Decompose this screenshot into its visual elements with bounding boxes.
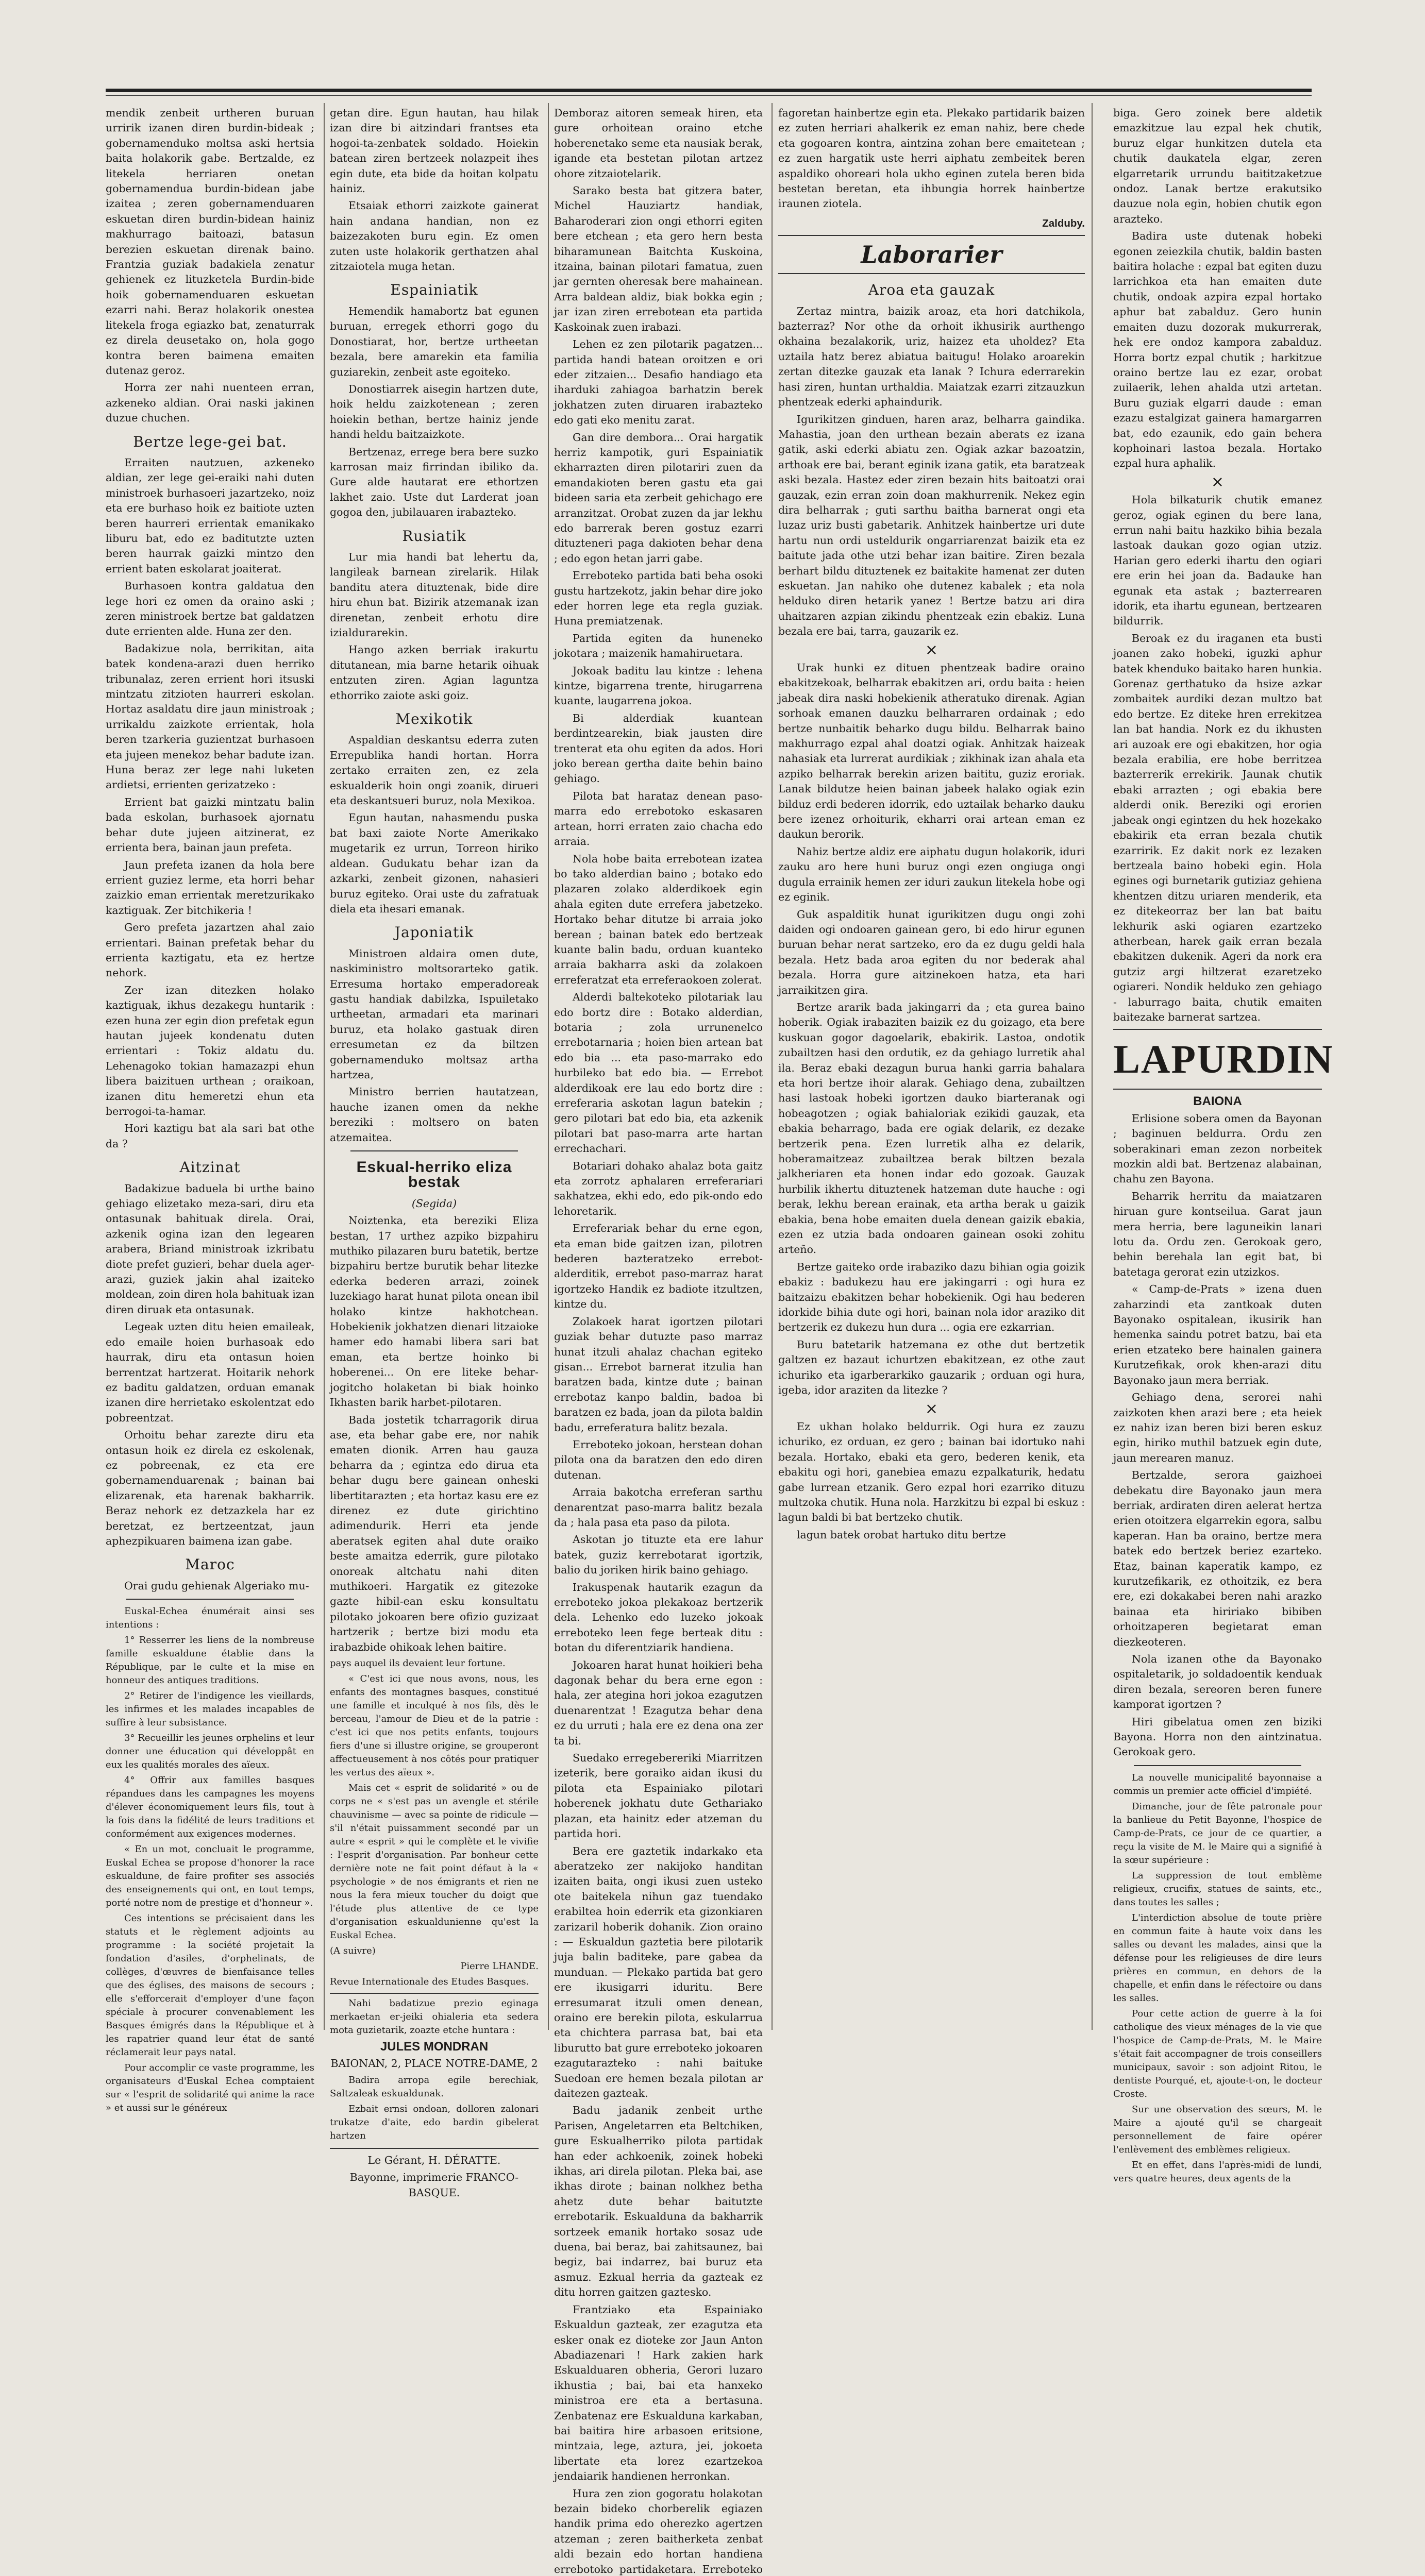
paragraph: Partida egiten da huneneko jokotara ; maizenik hamahiruetara. [554,632,763,660]
paragraph: Bi alderdiak kuantean berdintzearekin, biak jausten dire trenterat eta ohu egiten da ados. Hori joko berean gertha daite behin baino gehiago. [554,711,763,785]
paragraph: Nola hobe baita errebotean izatea bo tako alderdian baino ; botako edo plazaren zolako alderdikoek egin ahala egiten dute errefera jabetzeko. Hortako behar ditutze bi arraia joko berean ; bainan batek edo bertzeak kuante balin badu, orduan kuanteko arraia bakharra aski da zolakoen erreferatzat eta erreferaokoen zolerat. [554,852,763,986]
section-heading: BAIONA [1193,1094,1242,1109]
paragraph: Pour cette action de guerre à la foi catholique des vieux ménages de la vie que l'hospice de Camp-de-Prats, M. le Maire s'était fait accompagner de trois conseillers municipaux, savoir : son adjoint Ritou, le dentiste Pourqué, et, ajoute-t-on, le docteur Croste. [1113,2008,1322,2099]
section-heading: Aitzinat [179,1159,241,1176]
section-heading: Japoniatik [394,924,474,941]
paragraph: Sarako besta bat gitzera bater, Michel Hauziartz handiak, Baharoderari zion ongi ethorri egiten bere etchean ; eta gero hern besta biharamunean Baitchta Kuskoina, itzaina, bainan pilotari famatua, zuen jar gernten oheresak bere mahainean. Arra baldean aldiz, biak bokka egin ; jar izan ziren errebotean eta partida Kaskoinak zuen irabazi. [554,184,763,333]
paragraph: Erreboteko partida bati beha osoki gustu hartzekotz, jakin behar dire joko eder horren lege eta regla guziak. Huna premiatzenak. [554,569,763,628]
paragraph: « En un mot, concluait le programme, Euskal Echea se propose d'honorer la race eskualdune, de faire profiter ses associés des enseignements qui ont, en tout temps, porté notre nom de prestige et d'honneur ». [106,1844,314,1909]
paragraph: Hura zen zion gogoratu holakotan bezain bideko chorberelik egiazen handik prima edo oherezko agertzen atzeman ; zeren baitherketa zenbat aldi bezain edo hortan handiena errebotoko partidaketara. Erreboteko [554,2487,763,2575]
paragraph: Etsaiak ethorri zaizkote gainerat hain andana handian, non ez baizezakoten buru egin. Ez omen zuten uste holakorik gerthatzen ahal zitzaiotela muga hetan. [330,199,539,273]
section-heading: Maroc [185,1556,235,1573]
section-heading: Bertze lege-gei bat. [133,433,287,450]
column-2 [330,106,539,2199]
to-be-continued: (A suivre) [330,1945,376,1956]
paragraph: Lur mia handi bat lehertu da, langileak barnean zirelarik. Hilak banditu atera dituztenak, bide dire hiru ehun bat. Bizirik atzemanak izan direnetan, zenbeit erhotu dire izialdurarekin. [330,550,539,639]
paragraph: Ces intentions se précisaient dans les statuts et le règlement adjoints au programme : la société projetait la fondation d'asiles, d'orphelinats, de collèges, d'œuvres de bienfaisance telles que des églises, des maisons de secours ; elle s'efforcerait d'employer d'une façon spéciale à procurer convenablement les Basques émigrés dans la République et à les rapatrier quand leur état de santé réclamerait leur pays natal. [106,1913,314,2058]
paragraph: Buru batetarik hatzemana ez othe dut bertzetik galtzen ez bazaut ichurtzen ebakitzean, ez othe zaut ichuriko eta igarberarkiko gauzarik ; orduan ogi hura, igeba, idor araziten da litezke ? [778,1338,1085,1397]
ad-text: Badira arropa egile berechiak, Saltzaleak eskualdunak. [330,2074,539,2099]
paragraph: Hemendik hamabortz bat egunen buruan, erregek ethorri gogo du Donostiarat, hor, bertze urtheetan bezala, bere amarekin eta familia guziarekin, zenbeit aste egoiteko. [330,304,539,378]
paragraph: pays auquel ils devaient leur fortune. [330,1658,506,1669]
paragraph: Jokoak baditu lau kintze : lehena kintze, bigarrena trente, hirugarrena kuante, laugarrena jokoa. [554,664,763,707]
paragraph: 4° Offrir aux familles basques répandues dans les campagnes les moyens d'élever économiquement leurs fils, tout à la fois dans la fidélité de leurs traditions et conformément aux exigences modernes. [106,1775,314,1840]
paragraph: Bertze ararik bada jakingarri da ; eta gurea baino hoberik. Ogiak irabaziten baizik ez du goizago, eta bere kuskuan gogor dagoelarik, ebakirik. Lastoa, ondotik zubailtzen hasi den ordutik, ez da gehiago lurretik ahal ila. Beraz ebaki dezagun burua hanki garria bahalara eta hori bertze ihoir alarak. Gehiago dena, zubailtzen hasi lastoak hobeki igortzen dauko biarteranak ogi hobeagotzen ; ogiak bahialoriak ezikidi gauzak, eta ebakia beharrago, bada ere ogiak delarik, ez dezake bertzerik pena. Ezen lurretik alha ez delarik, hoberamaitzeaz zubailtzea berak biltzen bezala jalkheriaren eta honen indar edo gozoak. Gauzak hurbilik ikhertu dituztenek hatzeman dute hauche : ogi berak, lekhu berean erainak, eta artha berak u gaizik ebakia, bena hobe emaiten duela denean gaizik ebakia, ezen ez utzia bada ondoaren gainean osoki zohitu arteño. [778,1001,1085,1256]
paragraph: Askotan jo tituzte eta ere lahur batek, guziz kerrebotarat igortzik, balio du joriken hirik baino gehiago. [554,1533,763,1577]
section-heading: Aroa eta gauzak [868,281,995,299]
column-separator [1092,103,1093,2030]
paragraph: Gero prefeta jazartzen ahal zaio errientari. Bainan prefetak behar du errienta kaztigatu, eta ez hertze nehork. [106,921,314,979]
paragraph: Hola bilkaturik chutik emanez geroz, ogiak eginen du bere lana, errun nahi baitu hazkiko bihia bezala lastoak daukan gozo ogian utziz. Harian gero ederki ihartu den ogiari ere erin hei joan da. Badauke han egunak eta astak ; bazterrearen idorik, eta ihartu egunean, bertzearen bildurrik. [1113,494,1322,628]
paragraph: Orhoitu behar zarezte diru eta ontasun hoik ez direla ez eskolenak, ez pobreenak, ez eta ere gobernamenduarenak ; bainan bai elizarenak, eta harenak bakharrik. Beraz nehork ez detzazkela har ez beretzat, ez bertzeentzat, jaun aphezpikuaren baimena izan gabe. [106,1429,314,1547]
section-title-box [1113,1029,1334,1090]
paragraph: Zolakoek harat igortzen pilotari guziak behar dutuzte paso marraz hunat itzuli ahalaz chachan egiteko gisan... Errebot barnerat itzulia han baratzen bada, kintze dute ; bainan errebotaz kanpo baldin, badoa bi baratzen ez bada, joan da pilota baldin badu, erreferatura balitz bezala. [554,1315,763,1434]
ad-text: Ezbait ernsi ondoan, dolloren zalonari trukatze d'aite, edo bardin gibelerat hartzen [330,2103,539,2141]
column-separator [548,103,549,2030]
paragraph: Alderdi baltekoteko pilotariak lau edo bortz dire : Botako alderdian, botaria ; zola urrunenelco errebotarnaria ; hoien bien artean bat edo bia ... eta paso-marrako edo hurbileko bat edo bia. — Errebot alderdikoak ere lau edo bortz dire : erreferaria askotan lagun batekin ; gero pilotari bat edo bia, eta azkenik pilotari bat paso-marra arte hartan errechachari. [554,991,763,1155]
paragraph: Botariari dohako ahalaz bota gaitz eta zorrotz aphalaren erreferariari sakhatzea, ekhi edo, edo pik-ondo edo lehoretarik. [554,1159,763,1217]
paragraph: Erreferariak behar du erne egon, eta eman bide gaitzen izan, pilotren bederen bazteratzeko errebot-alderditik, errebot paso-marraz harat igortzeko Handik ez badiote itzultzen, kintze du. [554,1222,763,1311]
paragraph: Pour accomplir ce vaste programme, les organisateurs d'Euskal Echea comptaient sur « l'esprit de solidarité qui anime la race » et aussi sur le généreux [106,2062,314,2114]
paragraph: Gehiago dena, serorei nahi zaizkoten khen arazi bere ; eta heiek ez nahiz izan beren bizi beren eskuz egin, hiriko muthil batzuek egin dute, jaun merearen manuz. [1113,1391,1322,1464]
separator-mark: × [925,1399,938,1418]
paragraph: Nola izanen othe da Bayonako ospitaletarik, jo soldadoentik kenduak diren bezala, sereoren beren funere kamporat igortzen ? [1113,1653,1322,1711]
paragraph: Nahiz bertze aldiz ere aiphatu dugun holakorik, iduri zauku aro here huni buruz ongi ezen ongiuga ongi dugula errainik hemen zer iduri zaukun litekela hobe ogi ez eginik. [778,845,1085,904]
paragraph: fagoretan hainbertze egin eta. Plekako partidarik baizen ez zuten herriari ahalkerik ez eman nahiz, bere chede eta gogoaren kontra, aintzina zohan bere emaitetean ; ez zuen hargatik uste herri aiphatu zembeitek beren aspaldiko ohoreari hola ukho eginen zutela beren bida bestetan beretan, eta ihbungia horrek hainbertze iraunen ziotela. [778,107,1085,210]
paragraph: La suppression de tout emblème religieux, crucifix, statues de saints, etc., dans toutes les salles ; [1113,1870,1322,1908]
paragraph: Hiri gibelatua omen zen biziki Bayona. Horra non den aintzinatua. Gerokoak gero. [1113,1715,1322,1758]
paragraph: Erreboteko jokoan, herstean dohan pilota ona da baratzen den edo diren dutenan. [554,1438,763,1481]
header-rule [106,89,1312,92]
paragraph: Badu jadanik zenbeit urthe Parisen, Angeletarren eta Beltchiken, gure Eskualherriko pilota partidak han eder achkoenik, zoinek hobeki ikhas, ari direla pilotan. Pleka bai, ase ikhas dirote ; bainan nolkhez betha ahetz dute behar baitutzte errebotarik. Eskualduna da bakharrik sortzeek emanik hortako sosaz ude duena, bai beraz, bai zahitsaunez, bai begiz, bai indarrez, bai buruz eta asmuz. Ezkual herria da gazteak ez ditu horren gaitzen gaztesko. [554,2104,763,2299]
paragraph: Ministro berrien hautatzean, hauche izanen omen da nekhe bereziki : moltsero on baten atzemaitea. [330,1086,539,1144]
paragraph: Jokoaren harat hunat hoikieri beha dagonak behar du bera erne egon : hala, zer ategina hori jokoa ezagutzen duenarentzat ! Ezagutza behar dena ez du urruti ; hala ere ez dena ona zer ta bi. [554,1658,763,1747]
paragraph: Bertze gaiteko orde irabaziko dazu bihian ogia goizik ebakiz : badukezu hau ere jakingarri : ogi hura ez baitzaizu ebakitzen behar hobekienik. Ogi hau bederen idorkide bihia dute ogi hori, bainan nola idor araziko dit bertzerik ez dukezu hun dura ... ogia ere ezkarrian. [778,1260,1085,1334]
paragraph: Bertzalde, serora gaizhoei debekatu dire Bayonako jaun mera berriak, ardiraten diren aelerat hertza erien otoitzera elgarrekin egora, salbu kaperan. Han ba oraino, bertze mera batek edo bertzek beriez ezarteko. Etaz, bainan kaperatik kampo, ez kurutzefikarik, ez othoitzik, ez bera ere, ezi dokakabei beren nahi arazko bainaa eta hiririako bibiben orhoitzaperen begietarat eman diezkeoteren. [1113,1469,1322,1648]
paragraph: Arraia bakotcha erreferan sarthu denarentzat paso-marra balitz bezala da ; hala pasa eta paso da pilota. [554,1486,763,1529]
paragraph: Egun hautan, nahasmendu puska bat baxi zaiote Norte Amerikako mugetarik ez urrun, Torreon hiriko aldean. Gudukatu behar izan da azkarki, zenbeit gizonen, nahasieri buruz egiteko. Orai uste du zafratuak diela eta ihesari emanak. [330,811,539,915]
paragraph: Jaun prefeta izanen da hola bere errient guziez lerme, eta horri behar zaizkio eman errientak meretzurikako kaztiguak. Zer bitchikeria ! [106,858,314,917]
paragraph: Hango azken berriak irakurtu ditutanean, mia barne hetarik oihuak entzuten ziren. Agian laguntza ethorriko zaiote aski goiz. [330,643,539,702]
paragraph: getan dire. Egun hautan, hau hilak izan dire bi aitzindari frantses eta hogoi-ta-zenbatek soldado. Hoiekin batean ziren bertzeek nolazpeit ihes egin dute, eta bide da hoitan kolpatu hainiz. [330,107,539,195]
separator-mark: × [1211,472,1225,491]
paragraph: Frantziako eta Espainiako Eskualdun gazteak, zer ezagutza eta esker onak ez dioteke zor Jaun Anton Abadiazenari ! Hark zakien hark Eskualduaren obheria, Gerori luzaro ikhustia ; bai, bai eta hanxeko ministroa ere eta a bertasuna. Zenbatenaz ere Eskualduna karkaban, bai baitira hire arbasoen eritsione, mintzaia, lege, aztura, jei, jokoeta libertate eta lorez ezartzekoa jendaiarik handienen herronkan. [554,2303,763,2483]
divider [350,1150,518,1151]
paragraph: Irakuspenak hautarik ezagun da erreboteko jokoa plekakoaz bertzerik dela. Lehenko edo luzeko jokoak erreboteko leen fege berteak ditu : botan du diferentziarik handiena. [554,1581,763,1654]
paragraph: Erraiten nautzuen, azkeneko aldian, zer lege gei-eraiki nahi duten ministroek burhasoeri jazartzeko, noiz eta ere burhaso hoik ez baitiote uzten beren haurreri errientak emanikako liburu bat, edo ez baditutzte uzten beren haurrak gaizki mintzo den errient baten eskolarat joaiterat. [106,456,314,575]
paragraph: Ez ukhan holako beldurrik. Ogi hura ez zauzu ichuriko, ez orduan, ez gero ; bainan bai idortuko nahi bezala. Hortako, ebaki eta gero, bederen kenik, eta ebakitu ogi hori, ganebiea emazu ezpalkaturik, hedatu gabe lurrean etzanik. Gero ezpal hori ezarriko dituzu multzoka chutik. Huna nola. Harzkitzu bi ezpal bi eskuz : lagun baldi bi bat bertzeko chutik. [778,1420,1085,1524]
paragraph: Beharrik herritu da maiatzaren hiruan gure kontseilua. Garat jaun mera herria, bere laguneikin lanari lotu da. Ordu zen. Gerokoak gero, behin berehala lan egit bat, bi batetaga gerorat ezin utzizkos. [1113,1190,1322,1278]
signature: Zalduby. [1042,217,1085,229]
paragraph: Erlisione sobera omen da Bayonan ; baginuen beldurra. Ordu zen soberakinari eman zezon norbeitek mozkin aldi bat. Bertzenaz alabainan, chahu zen Bayona. [1113,1112,1322,1185]
column-4 [778,106,1085,2012]
paragraph: Noiztenka, eta bereziki Eliza bestan, 17 urthez azpiko bizpahiru muthiko pilazaren buru batetik, bertze bizpahiru bertze burutik behar litezke ederka bederen arrazi, zoinek luzekiago harat hunat pilota onean ibil holako kintze hakhotchean. Hobekienik jokhatzen dienari litzaioke hamer edo hamabi libera sari bat eman, eta bertze hoinko bi hoberenei... On ere liteke behar-jogitcho holaketan bi biak hoinko Ikhasten barik harbet-pilotaren. [330,1214,539,1409]
ad-text: Nahi badatizue prezio eginaga merkaetan er-jeiki ohialeria eta sedera mota guzietarik, zoazte etche huntara : [330,1998,539,2036]
section-heading: Rusiatik [402,527,466,545]
paragraph: 2° Retirer de l'indigence les vieillards, les infirmes et les malades incapables de suffire à leur subsistance. [106,1690,314,1728]
paragraph: L'interdiction absolue de toute prière en commun faite à haute voix dans les salles ou devant les malades, ainsi que la défense pour les religieuses de dire leurs prières en commun, en dehors de la chapelle, et enfin dans le réfectoire ou dans les salles. [1113,1912,1322,2004]
paragraph: Urak hunki ez dituen phentzeak badire oraino ebakitzekoak, belharrak ebakitzen ari, ordu baita : heien jabeak dira naski hobekienik atheratuko direnak. Agian sorhoak emanen dauzku belharraren ordainak ; edo bertze nunbaitik beharko dugu bildu. Belharrak baino makhurrago ezpal ahal doatzi ogiak. Anhitzak haizeak nahasiak eta lurrerat aurdikiak ; zikhinak izan ahala eta azpiko belharrak berekin arizen baititu, guziz eroriak. Lanak bildutze heien bainan jabeek halako ogiak ezin bilduz erdi bederen idorrik, edo uztailak beharko dauku bere izenez orhoiturik, ekharri orai artean eman ez daukun berorik. [778,662,1085,841]
printer: Bayonne, imprimerie FRANCO-BASQUE. [349,2171,519,2199]
paragraph: Sur une observation des sœurs, M. le Maire a ajouté qu'il se chargeait personnellement de faire opérer l'enlèvement des emblèmes religieux. [1113,2104,1322,2155]
paragraph: Dimanche, jour de fête patronale pour la banlieue du Petit Bayonne, l'hospice de Camp-de-Prats, ce jour de ce quartier, a reçu la visite de M. le Maire qui a signifié à la sœur supérieure : [1113,1801,1322,1866]
paragraph: Errient bat gaizki mintzatu balin bada eskolan, burhasoek ajornatu behar dute jujeen aitzinerat, ez errienta bera, bainan jaun prefeta. [106,795,314,854]
column-separator [772,103,773,2030]
column-1 [106,106,314,2114]
column-5 [1113,106,1334,2184]
paragraph: Zertaz mintra, baizik aroaz, eta hori datchikola, bazterraz? Nor othe da orhoit ikhusirik aurthengo okhaina bezalakorik, uriz, haizez eta uholdez? Eta uztaila hatz berez abiatua baitugu! Holako aroarekin zertan ditezke gauzak eta lanak ? Ichura ederrarekin hasi ziren, huntan urthaldia. Maiatzak ezarri zitzauzkun phentzeak ederki aphaindurik. [778,304,1085,409]
paragraph: Pilota bat harataz denean paso-marra edo errebotoko eskasaren artean, horri erraten zaio chacha edo arraia. [554,789,763,848]
section-title-box [778,235,1085,274]
paragraph: Gan dire dembora... Orai hargatik herriz kampotik, guri Espainiatik ekharrazten diren pilotariri zuen da emandakioten beren gastu eta gai bideen saria eta zerbeit gehichago ere arranzitzat. Orobat zuzen da jar lekhu edo barrerak beren gostuz ezarri dituzteneri paga dakioten behar dena ; edo egon hetan jarri gabe. [554,431,763,565]
header-rule-thin [106,95,1312,96]
paragraph: Bertzenaz, errege bera bere suzko karrosan maiz firrindan ibiliko da. Gure alde hautarat ere ethortzen lakhet zaio. Uste dut Larderat joan gogoa den, jubilauaren irabazteko. [330,445,539,519]
paragraph: Horra zer nahi nuenteen erran, azkeneko aldian. Orai naski jakinen duzue chuchen. [106,381,314,425]
paragraph: Badakizue nola, berrikitan, aita batek kondena-arazi duen herriko tribunalaz, zeren errient hori itsuski mintzatu zitzioten haurreri eskolan. Hortaz asaldatu dire jaun ministroak ; urrikaldu zaizkote errientak, hola beren tzarkeria guzientzat burhasoen eta jujeen menekoz behar badute izan. Huna beraz zer lege nahi luketen ardietsi, errienten gerizatzeko : [106,642,314,791]
paragraph: Mais cet « esprit de solidarité » ou de corps ne « s'est pas un avengle et stérile chauvinisme — avec sa pointe de ridicule — s'il n'était puissamment secondé par un autre « esprit » qui le complète et le vivifie : l'esprit d'organisation. Par bonheur cette dernière note ne fait point défaut à la « psychologie » de nos émigrants et rien ne nous la fera mieux toucher du doigt que l'étude plus attentive de ce type d'organisation eskualdunienne qu'est la Euskal Echea. [330,1783,539,1941]
ad-name: JULES MONDRAN [380,2040,489,2054]
column-separator [324,103,325,2030]
paragraph: Bera ere gaztetik indarkako eta aberatzeko zer nakijoko handitan izaiten baita, ongi ikusi zuen usteko ote baitekela nihun gaz tuendako erabiltea hoin ederrik eta gizonkiaren zarizaril hoberik dohanik. Zion oraino : — Eskualdun gaztetia bere pilotarik juja balin baditeke, pare gabea da munduan. — Plekako partida bat gero ere ikusigarri iduritu. Bere erresumarat itzuli omen denean, oraino ere berekin pilota, eskularrua eta chichtera parrasa bat, bai eta liburutto bat gure erreboteko jokoaren ezagutarazteko : nahi baituke Suedoan ere hemen bezala pilotan ar daitezen gazteak. [554,1844,763,2099]
paragraph: Aspaldian deskantsu ederra zuten Errepublika handi hortan. Horra zertako erraiten zen, ez zela eskualderik hoin ongi zoanik, dirueri eta deskantsueri buruz, nola Mexikoa. [330,734,539,807]
paragraph: Legeak uzten ditu heien emaileak, edo emaile hoien burhasoak edo haurrak, diru eta ontasun hoien berrentzat hartzerat. Hoitarik nehork ez baditu galdatzen, orduan emanak izanen dire herrietako eskolentzat edo pobreentzat. [106,1320,314,1424]
paragraph: « C'est ici que nous avons, nous, les enfants des montagnes basques, constitué une famille et inculqué à nos fils, dès le berceau, l'amour de Dieu et de la patrie : c'est ici que nos petits enfants, toujours fiers d'une si illustre origine, se grouperont affectueusement à nos côtés pour pratiquer les vertus des aïeux ». [330,1673,539,1778]
paragraph: Ministroen aldaira omen dute, naskiministro moltsorarteko gatik. Erresuma hortako emperadoreak gastu handiak dabilzka, Ispuiletako urtheetan, armadari eta marinari buruz, eta holako gastuak diren erresumetan ez da biltzen gobernamenduko moltsaz artha hartzea, [330,947,539,1081]
paragraph: Badakizue baduela bi urthe baino gehiago elizetako meza-sari, diru eta ontasunak bahituak direla. Orai, azkenik ogina izan den legearen arabera, Briand ministroak izkribatu diote prefet guzieri, behar duela ager-arazi, guziek jakin ahal izaiteko moldean, zoin diren hola bahituak izan diren diruak eta ontasunak. [106,1182,314,1316]
paragraph: Burhasoen kontra galdatua den lege hori ez omen da oraino aski ; zeren ministroek bertze bat galdatzen dute errienten alde. Huna zer den. [106,580,314,638]
section-heading: Eskual-herriko eliza bestak [356,1159,512,1191]
paragraph: lagun batek orobat hartuko ditu bertze [797,1528,1006,1541]
paragraph: Bada jostetik tcharragorik dirua ase, eta behar gabe ere, nor nahik ematen dionik. Arren hau gauza beharra da ; egintza edo dirua eta behar dugu bere gainean onheski libertitarazten ; eta hortaz kasu ere ez direnez ez dute girichtino adimendurik. Herri eta jende aberatsek egiten ahal dute oraiko beste amaitza ederrik, gure pilotako onoreak altchatu nahi diten muthikoeri. Hargatik ez gitezoke gazte hibil-ean esku konsultatu pilotako jokoaren bere ofizio guzizaat hartzerik ; bertze bizi modu eta irabazbide ohikoak lehen baitire. [330,1413,539,1653]
paragraph: Euskal-Echea énumérait ainsi ses intentions : [106,1606,314,1631]
paragraph: Donostiarrek aisegin hartzen dute, hoik heldu zaizkotenean ; zeren hoiekin bethan, bertze hainiz jende handi heldu baitzaizkote. [330,382,539,441]
section-title: LAPURDIN [1113,1037,1334,1082]
paragraph: Badira uste dutenak hobeki egonen zeiezkila chutik, baldin basten baitira holache : ezpal bat egiten duzu larrichkoa eta han emaiten dute chutik, ondoak azpira ezpal hortako aphur bat zabalduz. Gero hunin emaiten duzu dozorak mukurrerak, hek ere ondoz kampora zabalduz. Horra bortz ezpal chutik ; harkitzue oraino bertze lau ez ezar, orobat zuilaerik, lehen ahalda utzi artetan. Buru guziak elgarri daude : eman ezazu estalgizat gainera hamargarren bat, edo ezaunik, edo gain behera kophoinari lastoa bezala. Hortako ezpal hura aphalik. [1113,230,1322,470]
section-heading: Mexikotik [395,710,473,728]
ad-address: BAIONAN, 2, PLACE NOTRE-DAME, 2 [330,2057,538,2070]
section-title: Laborarier [861,241,1002,269]
paragraph: Orai gudu gehienak Algeriako mu- [124,1579,309,1592]
divider [1134,1765,1301,1766]
paragraph: 3° Recueillir les jeunes orphelins et leur donner une éducation qui développât en eux les qualités morales des aïeux. [106,1733,314,1771]
section-heading: Espainiatik [390,281,478,299]
column-3 [554,106,763,2575]
advertisement [330,1993,539,2149]
paragraph: Demboraz aitoren semeak hiren, eta gure orhoitean oraino etche hoberenetako seme eta nausiak berak, igande eta bestetan pilotan artzez ohore zitzaiotelarik. [554,107,763,180]
paragraph: mendik zenbeit urtheren buruan urririk izanen diren burdin-bideak ; gobernamenduko moltsa aski hertsia baita holakorik gabe. Bertzalde, ez litekela herriaren onetan gobernamendua burdin-bidean jabe izaitea ; zeren gobernamenduaren eskuetan diren burdin-bidean hainiz makhurrago baitoazi, batasun berezien eskuetan direnak baino. Frantzia guziak badakiela zenatur gehienek ez lituzketela Burdin-bide hoik gobernamenduaren eskuetan ezarri nahi. Beraz holakorik onestea litekela froga egiazko bat, zenaturrak ez direla deusetako on, hola gogo kontra beren baimena emaiten dutenaz geroz. [106,107,314,377]
paragraph: Et en effet, dans l'après-midi de lundi, vers quatre heures, deux agents de la [1113,2159,1322,2184]
paragraph: Guk aspalditik hunat igurikitzen dugu ongi zohi daiden ogi ondoaren gainean gero, bi edo hirur egunen buruan behar nerat sartzeko, ero da ez dugu geldi hala bezala. Hetz bada aroa egiten du nor bederak ahal bezala. Horra gure aitzinekoen hatza, eta hari jarraikitzen gira. [778,908,1085,996]
paragraph: « Camp-de-Prats » izena duen zaharzindi eta zantkoak duten Bayonako ospitalean, ikusirik han hemenka saindu potret batzu, bai eta erien etzateko bere hainalen gainera Kurutzefikak, orok khen-arazi ditu Bayonako jaun mera berriak. [1113,1283,1322,1386]
author: Pierre LHANDE. [460,1961,539,1972]
paragraph: Suedako erregebereriki Miarritzen izeterik, bere goraiko aidan ikusi du pilota eta Espainiako pilotari hoberenek jokhatu dute Gethariako plazan, eta hainitz eder atzeman du partida hori. [554,1752,763,1840]
divider [126,1599,294,1600]
paragraph: Zer izan ditezken holako kaztiguak, ikhus dezakegu huntarik : ezen huna zer egin dion prefetak egun hautan jujeek kondenatu duten errientari : Tokiz aldatu du. Lehenagoko tokian hamazazpi ehun libera baizituen urthean ; oraikoan, izanen ditu hemeretzi ehun eta berrogoi-ta-hamar. [106,984,314,1117]
separator-mark: × [925,640,938,659]
paragraph: Beroak ez du iraganen eta busti joanen zako hobeki, iguzki aphur batek khenduko baitako haren hunkia. Gorenaz gerthatuko da hsize azkar zombaitek aurdiki dezan multzo bat edo bertze. Ez diteke hren errekitzea lan bat handia. Nork ez du ikhusten ari auzoak ere ogi ebakitzen, hor ogia bezala erabilia, ere hobe berritzea bazterrerik errekirik. Jaunak chutik ebaki arrazten ; ogi ebakia bere alderdi onik. Bereziki ogi erorien jabeak ongi egintzen du hek hozekako ebakirik eta erran bezala chutik ezarririk. Ez dakit nork ez lezaken bertzeala baino hobeki egin. Hola egines ogi burnetarik gutiziaz gehiena khentzen ditzu uriaren menderik, eta ez ditekeorraz ber lan bat baitu lekhurik aski ogiaren ezartzeko atherbean, harek gaik erran bezala ebakitzen dukenik. Ageri da nork era gutziz argi hiltzerat ezaretzeko ogiareri. Nondik helduko zen gehiago - laburrago baita, chutik emaiten baitezake barnerat sartzea. [1113,632,1322,1023]
paragraph: biga. Gero zoinek bere aldetik emazkitzue lau ezpal hek chutik, buruz elgar hunkitzen dutela eta chutik daukatela elgar, zeren elgarretarik urrundu baititzaketzue ondoz. Lanak bertze erakutsiko dauzue nola egin, hobien chutik egon arazteko. [1113,107,1322,225]
paragraph: Hori kaztigu bat ala sari bat othe da ? [106,1122,314,1150]
source: Revue Internationale des Etudes Basques. [330,1976,529,1987]
paragraph: 1° Resserrer les liens de la nombreuse famille eskualdune établie dans la République, par le culte et la mise en honneur des antiques traditions. [106,1635,314,1686]
gerant: Le Gérant, H. DÉRATTE. [367,2154,501,2166]
paragraph: Igurikitzen ginduen, haren araz, belharra gaindika. Mahastia, joan den urthean bezain aberats ez izana gatik, aski ederki abiatu zen. Ogiak azkar bazoatzin, arthoak ere bai, berant eginik izana gatik, eta baratzeak aski bezala. Hastez eder ziren bezain hits baitoatzi orai gauzak, ezin erran zoin doan makhurrenik. Nekez egin dira belharrak ; guti sarthu baitha barnerat ongi eta luzaz uriz busti gabetarik. Anhitzek hainbertze uri dute hartu nun ordi usteldurik ongarriarenzat baizik eta ez baitute jada othe utzi behar izan baitire. Ziren bezala berhart bildu dituztenek ez baitakite hamenat zer duten eskuetan. Jan nahiko ohe dutenez kabalek ; eta nola helduko diren hetarik yanez ! Bertze batzu ari dira uhaitzaren azpian zikindu phentzeak ezin ebakiz. Luna bezala ere bai, tarra, gauzarik ez. [778,413,1085,638]
paragraph: Lehen ez zen pilotarik pagatzen... partida handi batean oroitzen e ori eder zitzaien... Desafio handiago eta iharduki zahiagoa barhatzin berek jokhatzen zuten diruaren irabazteko edo gati eko menitu zarat. [554,338,763,427]
subtitle: (Segida) [411,1197,457,1210]
paragraph: La nouvelle municipalité bayonnaise a commis un premier acte officiel d'impiété. [1113,1772,1322,1797]
